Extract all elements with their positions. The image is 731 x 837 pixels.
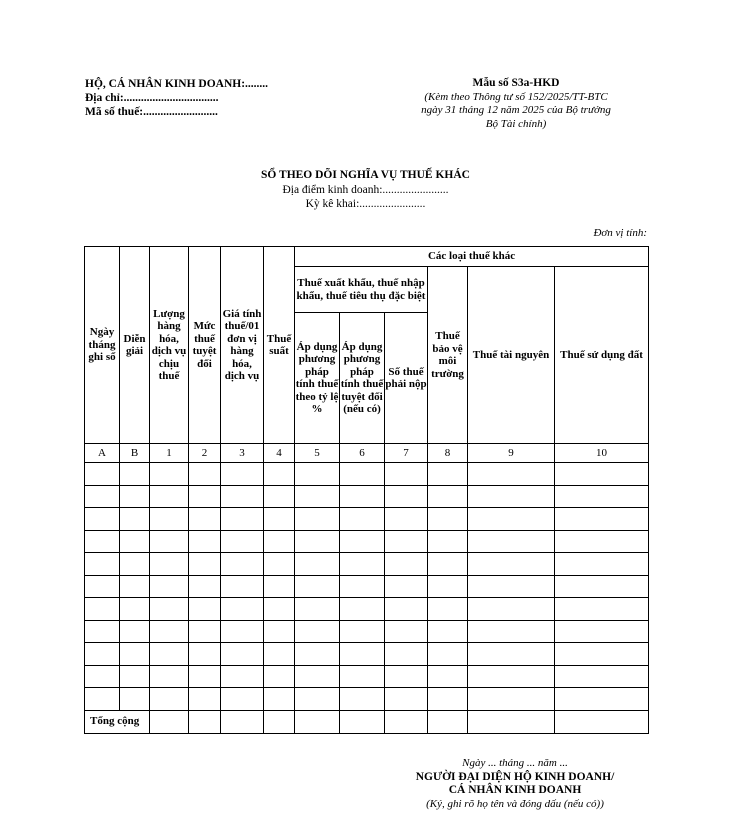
table-cell[interactable] xyxy=(120,575,150,598)
table-cell[interactable] xyxy=(85,620,120,643)
column-code: 3 xyxy=(221,444,264,463)
table-cell[interactable] xyxy=(555,508,649,531)
table-row xyxy=(85,508,649,531)
table-cell[interactable] xyxy=(385,710,428,733)
header-description: Diễn giải xyxy=(120,247,150,444)
table-cell[interactable] xyxy=(555,688,649,711)
table-cell[interactable] xyxy=(468,688,555,711)
table-cell[interactable] xyxy=(340,575,385,598)
table-cell[interactable] xyxy=(221,575,264,598)
circular-reference-line-3: Bộ Tài chính) xyxy=(485,117,547,130)
table-cell[interactable] xyxy=(150,463,189,486)
table-cell[interactable] xyxy=(428,530,468,553)
table-cell[interactable] xyxy=(555,553,649,576)
table-cell[interactable] xyxy=(150,688,189,711)
table-cell[interactable] xyxy=(468,530,555,553)
table-cell[interactable] xyxy=(295,620,340,643)
table-cell[interactable] xyxy=(340,530,385,553)
header-date-recorded: Ngày tháng ghi sổ xyxy=(85,247,120,444)
table-cell[interactable] xyxy=(150,575,189,598)
table-cell[interactable] xyxy=(428,710,468,733)
table-cell[interactable] xyxy=(85,665,120,688)
table-cell[interactable] xyxy=(189,688,221,711)
table-cell[interactable] xyxy=(120,508,150,531)
column-code: 1 xyxy=(150,444,189,463)
table-row xyxy=(85,643,649,666)
signature-date: Ngày ... tháng ... năm ... xyxy=(462,757,568,769)
header-taxable-price: Giá tính thuế/01 đơn vị hàng hóa, dịch vụ xyxy=(221,247,264,444)
table-cell[interactable] xyxy=(120,463,150,486)
table-cell[interactable] xyxy=(189,553,221,576)
table-cell[interactable] xyxy=(468,575,555,598)
table-cell[interactable] xyxy=(295,665,340,688)
table-cell[interactable] xyxy=(385,485,428,508)
table-cell[interactable] xyxy=(555,620,649,643)
table-cell[interactable] xyxy=(150,485,189,508)
table-cell[interactable] xyxy=(85,575,120,598)
table-cell[interactable] xyxy=(295,553,340,576)
table-cell[interactable] xyxy=(85,530,120,553)
circular-reference-line-1: (Kèm theo Thông tư số 152/2025/TT-BTC xyxy=(424,90,608,103)
document-title: SỔ THEO DÕI NGHĨA VỤ THUẾ KHÁC xyxy=(261,169,470,181)
table-cell[interactable] xyxy=(340,598,385,621)
table-cell[interactable] xyxy=(120,598,150,621)
table-cell[interactable] xyxy=(189,598,221,621)
column-code: 7 xyxy=(385,444,428,463)
business-info xyxy=(85,77,268,119)
table-cell[interactable] xyxy=(428,643,468,666)
table-cell[interactable] xyxy=(385,508,428,531)
table-cell[interactable] xyxy=(428,485,468,508)
table-cell[interactable] xyxy=(428,665,468,688)
table-cell[interactable] xyxy=(340,485,385,508)
table-cell[interactable] xyxy=(221,620,264,643)
table-cell[interactable] xyxy=(555,665,649,688)
table-cell[interactable] xyxy=(189,710,221,733)
table-cell[interactable] xyxy=(120,643,150,666)
table-cell[interactable] xyxy=(264,643,295,666)
table-cell[interactable] xyxy=(189,665,221,688)
business-name-line: HỘ, CÁ NHÂN KINH DOANH:........ xyxy=(85,78,269,90)
table-cell[interactable] xyxy=(385,665,428,688)
table-cell[interactable] xyxy=(264,598,295,621)
table-cell[interactable] xyxy=(428,575,468,598)
column-code: 4 xyxy=(264,444,295,463)
table-cell[interactable] xyxy=(150,530,189,553)
header-excise-import-export-group: Thuế xuất khẩu, thuế nhập khẩu, thuế tiêu thụ đặc biệt xyxy=(295,267,428,313)
table-cell[interactable] xyxy=(385,575,428,598)
header-environmental-tax: Thuế bảo vệ môi trường xyxy=(428,267,468,444)
table-cell[interactable] xyxy=(468,485,555,508)
table-row xyxy=(85,485,649,508)
total-row xyxy=(85,710,649,733)
column-code: 8 xyxy=(428,444,468,463)
table-cell[interactable] xyxy=(150,553,189,576)
table-cell[interactable] xyxy=(221,530,264,553)
table-cell[interactable] xyxy=(555,710,649,733)
table-row xyxy=(85,688,649,711)
column-code: 2 xyxy=(189,444,221,463)
table-cell[interactable] xyxy=(428,688,468,711)
table-row xyxy=(85,575,649,598)
table-row xyxy=(85,530,649,553)
table-cell[interactable] xyxy=(150,643,189,666)
table-cell[interactable] xyxy=(385,643,428,666)
column-code-row xyxy=(85,444,649,463)
table-cell[interactable] xyxy=(428,598,468,621)
header-tax-rate: Thuế suất xyxy=(264,247,295,444)
table-cell[interactable] xyxy=(120,620,150,643)
table-cell[interactable] xyxy=(264,665,295,688)
address-line: Địa chỉ:................................. xyxy=(85,92,219,104)
table-cell[interactable] xyxy=(295,688,340,711)
table-cell[interactable] xyxy=(468,665,555,688)
table-row xyxy=(85,620,649,643)
column-code: 9 xyxy=(468,444,555,463)
table-cell[interactable] xyxy=(468,620,555,643)
table-cell[interactable] xyxy=(385,688,428,711)
table-cell[interactable] xyxy=(428,463,468,486)
declaration-period-line: Kỳ kê khai:....................... xyxy=(305,198,426,210)
table-cell[interactable] xyxy=(295,485,340,508)
table-cell[interactable] xyxy=(340,710,385,733)
header-absolute-tax-rate: Mức thuế tuyệt đối xyxy=(189,247,221,444)
unit-label: Đơn vị tính: xyxy=(593,227,647,239)
header-percentage-method: Áp dụng phương pháp tính thuế theo tỷ lệ % xyxy=(295,313,340,444)
table-cell[interactable] xyxy=(295,575,340,598)
table-cell[interactable] xyxy=(150,620,189,643)
table-cell[interactable] xyxy=(468,598,555,621)
table-cell[interactable] xyxy=(189,508,221,531)
table-cell[interactable] xyxy=(555,575,649,598)
table-cell[interactable] xyxy=(120,553,150,576)
table-cell[interactable] xyxy=(85,598,120,621)
table-cell[interactable] xyxy=(468,643,555,666)
table-cell[interactable] xyxy=(295,710,340,733)
table-cell[interactable] xyxy=(120,485,150,508)
column-code: 6 xyxy=(340,444,385,463)
signature-note: (Ký, ghi rõ họ tên và đóng dấu (nếu có)) xyxy=(426,797,604,810)
tax-code-line: Mã số thuế:.......................... xyxy=(85,106,218,118)
table-cell[interactable] xyxy=(264,620,295,643)
table-cell[interactable] xyxy=(428,620,468,643)
table-cell[interactable] xyxy=(340,620,385,643)
table-cell[interactable] xyxy=(385,463,428,486)
table-cell[interactable] xyxy=(340,643,385,666)
table-cell[interactable] xyxy=(120,688,150,711)
table-cell[interactable] xyxy=(85,688,120,711)
table-cell[interactable] xyxy=(264,710,295,733)
table-cell[interactable] xyxy=(264,688,295,711)
table-cell[interactable] xyxy=(221,688,264,711)
table-cell[interactable] xyxy=(189,530,221,553)
table-cell[interactable] xyxy=(221,508,264,531)
table-cell[interactable] xyxy=(340,688,385,711)
table-cell[interactable] xyxy=(189,463,221,486)
table-cell[interactable] xyxy=(189,575,221,598)
table-cell[interactable] xyxy=(264,575,295,598)
table-row xyxy=(85,598,649,621)
table-cell[interactable] xyxy=(385,553,428,576)
table-cell[interactable] xyxy=(85,508,120,531)
circular-reference-line-2: ngày 31 tháng 12 năm 2025 của Bộ trưởng xyxy=(421,104,611,116)
table-cell[interactable] xyxy=(189,643,221,666)
table-cell[interactable] xyxy=(221,665,264,688)
form-number: Mẫu số S3a-HKD xyxy=(472,77,560,89)
table-cell[interactable] xyxy=(221,485,264,508)
table-cell[interactable] xyxy=(295,598,340,621)
table-cell[interactable] xyxy=(221,710,264,733)
header-tax-payable: Số thuế phải nộp xyxy=(385,313,428,444)
business-location-line: Địa điểm kinh doanh:....................... xyxy=(282,183,449,196)
table-cell[interactable] xyxy=(150,508,189,531)
table-row xyxy=(85,665,649,688)
table-cell[interactable] xyxy=(221,598,264,621)
table-cell[interactable] xyxy=(264,553,295,576)
table-cell[interactable] xyxy=(295,463,340,486)
table-row xyxy=(85,463,649,486)
header-land-use-tax: Thuế sử dụng đất xyxy=(555,267,649,444)
table-cell[interactable] xyxy=(85,463,120,486)
table-cell[interactable] xyxy=(264,485,295,508)
table-cell[interactable] xyxy=(150,598,189,621)
table-cell[interactable] xyxy=(85,643,120,666)
title-block xyxy=(0,168,731,212)
table-cell[interactable] xyxy=(264,463,295,486)
table-cell[interactable] xyxy=(468,710,555,733)
table-cell[interactable] xyxy=(340,508,385,531)
table-cell[interactable] xyxy=(428,553,468,576)
header-taxable-quantity: Lượng hàng hóa, dịch vụ chịu thuế xyxy=(150,247,189,444)
header-absolute-method: Áp dụng phương pháp tính thuế tuyệt đối (nếu có) xyxy=(340,313,385,444)
table-cell[interactable] xyxy=(468,553,555,576)
table-cell[interactable] xyxy=(555,643,649,666)
table-cell[interactable] xyxy=(264,508,295,531)
table-cell[interactable] xyxy=(295,530,340,553)
table-cell[interactable] xyxy=(555,485,649,508)
table-cell[interactable] xyxy=(85,553,120,576)
table-cell[interactable] xyxy=(120,530,150,553)
table-cell[interactable] xyxy=(385,620,428,643)
table-cell[interactable] xyxy=(385,598,428,621)
table-cell[interactable] xyxy=(468,508,555,531)
signatory-title-line-1: NGƯỜI ĐẠI DIỆN HỘ KINH DOANH/ xyxy=(415,770,615,783)
table-cell[interactable] xyxy=(221,553,264,576)
signatory-title-line-2: CÁ NHÂN KINH DOANH xyxy=(448,784,582,796)
table-cell[interactable] xyxy=(221,463,264,486)
form-reference xyxy=(396,77,636,131)
table-cell[interactable] xyxy=(468,463,555,486)
column-code: A xyxy=(85,444,120,463)
column-code: 10 xyxy=(555,444,649,463)
table-cell[interactable] xyxy=(85,485,120,508)
signature-block xyxy=(380,757,650,811)
table-row xyxy=(85,553,649,576)
table-cell[interactable] xyxy=(555,598,649,621)
table-cell[interactable] xyxy=(555,530,649,553)
table-cell[interactable] xyxy=(555,463,649,486)
table-cell[interactable] xyxy=(295,508,340,531)
table-cell[interactable] xyxy=(189,620,221,643)
table-cell[interactable] xyxy=(150,665,189,688)
total-label: Tổng cộng xyxy=(85,710,150,733)
table-cell[interactable] xyxy=(221,643,264,666)
table-cell[interactable] xyxy=(340,463,385,486)
table-cell[interactable] xyxy=(428,508,468,531)
header-other-taxes-group: Các loại thuế khác xyxy=(295,247,649,267)
table-cell[interactable] xyxy=(189,485,221,508)
table-cell[interactable] xyxy=(120,665,150,688)
table-cell[interactable] xyxy=(264,530,295,553)
header-resource-tax: Thuế tài nguyên xyxy=(468,267,555,444)
table-cell[interactable] xyxy=(385,530,428,553)
table-cell[interactable] xyxy=(295,643,340,666)
table-cell[interactable] xyxy=(150,710,189,733)
tax-ledger-table xyxy=(84,246,649,734)
column-code: 5 xyxy=(295,444,340,463)
column-code: B xyxy=(120,444,150,463)
table-cell[interactable] xyxy=(340,665,385,688)
table-cell[interactable] xyxy=(340,553,385,576)
